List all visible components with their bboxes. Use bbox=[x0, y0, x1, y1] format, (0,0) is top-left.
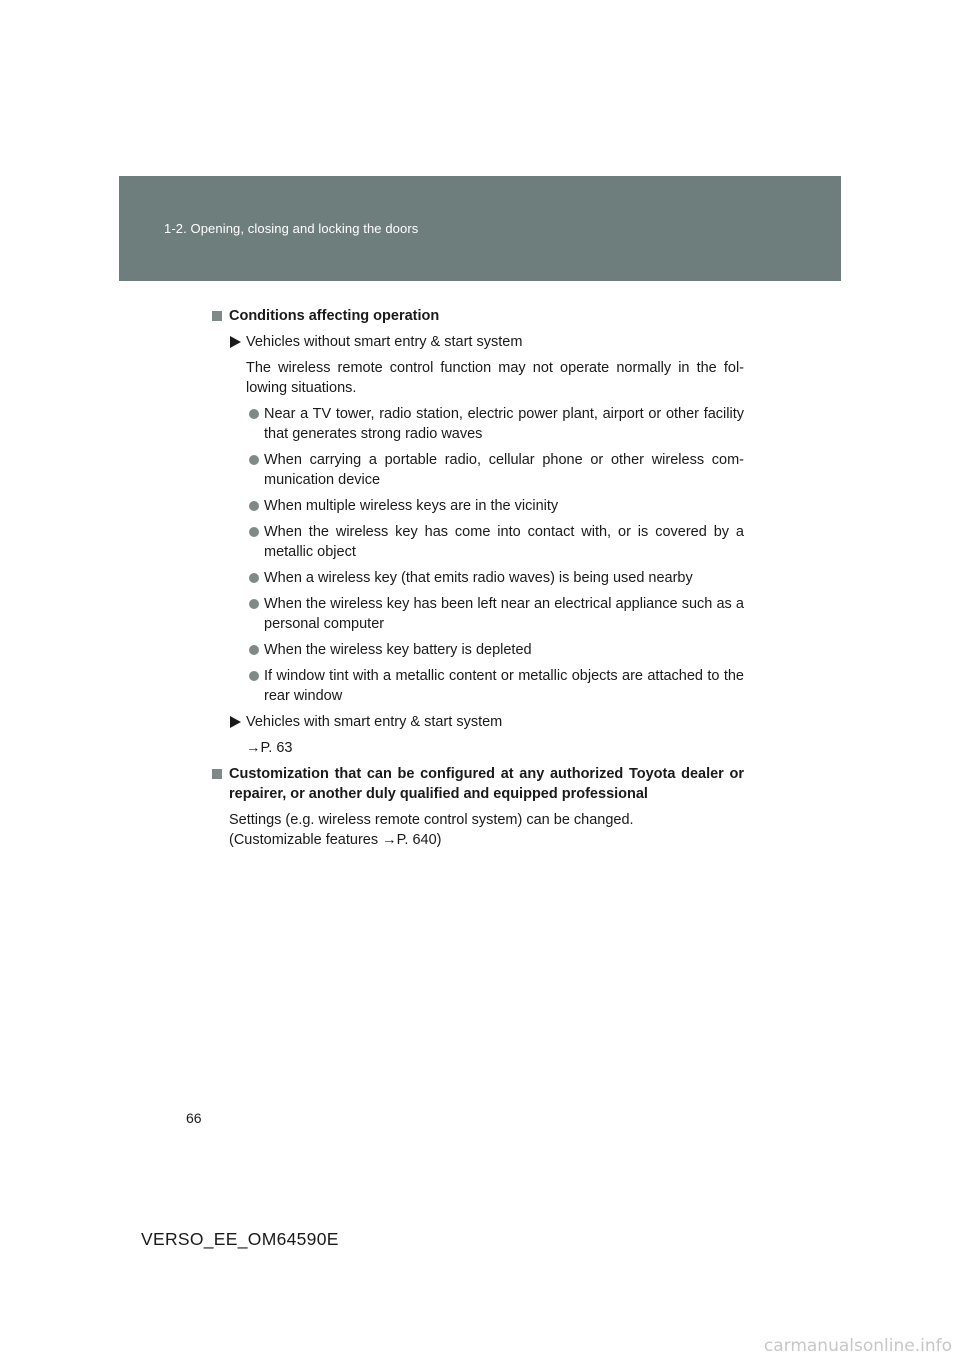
page-reference[interactable]: →P. 63 bbox=[246, 740, 293, 756]
list-item bbox=[212, 568, 744, 588]
header-band bbox=[119, 176, 841, 281]
square-bullet-icon bbox=[212, 311, 222, 321]
list-item-text: When multiple wireless keys are in the vicinity bbox=[264, 498, 559, 514]
triangle-arrow-icon bbox=[230, 336, 241, 348]
section-heading-conditions bbox=[212, 306, 744, 326]
heading-text: Customization that can be configured at any authorized Toyota dealer or repairer, or another duly qualified and equipped professional bbox=[229, 766, 744, 802]
page-content bbox=[212, 306, 744, 850]
list-item bbox=[212, 666, 744, 706]
circle-bullet-icon bbox=[249, 527, 259, 537]
list-item bbox=[212, 404, 744, 444]
watermark: carmanualsonline.info bbox=[763, 1336, 952, 1356]
section-title: 1-2. Opening, closing and locking the doors bbox=[164, 221, 419, 236]
list-item bbox=[212, 522, 744, 562]
intro-paragraph: The wireless remote control function may not operate normally in the fol- lowing situations. bbox=[246, 360, 744, 396]
list-item bbox=[212, 450, 744, 490]
circle-bullet-icon bbox=[249, 409, 259, 419]
list-item-text: When a wireless key (that emits radio waves) is being used nearby bbox=[264, 570, 693, 586]
circle-bullet-icon bbox=[249, 645, 259, 655]
list-item-text: Near a TV tower, radio station, electric power plant, airport or other facility that generates strong radio waves bbox=[264, 406, 744, 442]
subheading-without-smart-entry bbox=[212, 332, 744, 352]
heading-text: Conditions affecting operation bbox=[229, 308, 440, 324]
customization-line-2[interactable]: (Customizable features →P. 640) bbox=[229, 832, 442, 848]
list-item bbox=[212, 594, 744, 634]
list-item bbox=[212, 640, 744, 660]
subheading-with-smart-entry bbox=[212, 712, 744, 732]
subheading-text: Vehicles with smart entry & start system bbox=[246, 714, 503, 730]
subheading-text: Vehicles without smart entry & start system bbox=[246, 334, 523, 350]
customization-line-1: Settings (e.g. wireless remote control system) can be changed. bbox=[229, 812, 634, 828]
circle-bullet-icon bbox=[249, 455, 259, 465]
circle-bullet-icon bbox=[249, 599, 259, 609]
list-item-text: When the wireless key has been left near an electrical appliance such as a personal computer bbox=[264, 596, 744, 632]
square-bullet-icon bbox=[212, 769, 222, 779]
list-item-text: When the wireless key has come into contact with, or is covered by a metallic object bbox=[264, 524, 744, 560]
circle-bullet-icon bbox=[249, 573, 259, 583]
list-item-text: When carrying a portable radio, cellular phone or other wireless com- munication device bbox=[264, 452, 744, 488]
list-item bbox=[212, 496, 744, 516]
page-number: 66 bbox=[186, 1110, 202, 1126]
section-heading-customization bbox=[212, 764, 744, 804]
list-item-text: If window tint with a metallic content or metallic objects are attached to the rear window bbox=[264, 668, 744, 704]
circle-bullet-icon bbox=[249, 501, 259, 511]
list-item-text: When the wireless key battery is depleted bbox=[264, 642, 532, 658]
document-code: VERSO_EE_OM64590E bbox=[141, 1229, 339, 1249]
triangle-arrow-icon bbox=[230, 716, 241, 728]
circle-bullet-icon bbox=[249, 671, 259, 681]
